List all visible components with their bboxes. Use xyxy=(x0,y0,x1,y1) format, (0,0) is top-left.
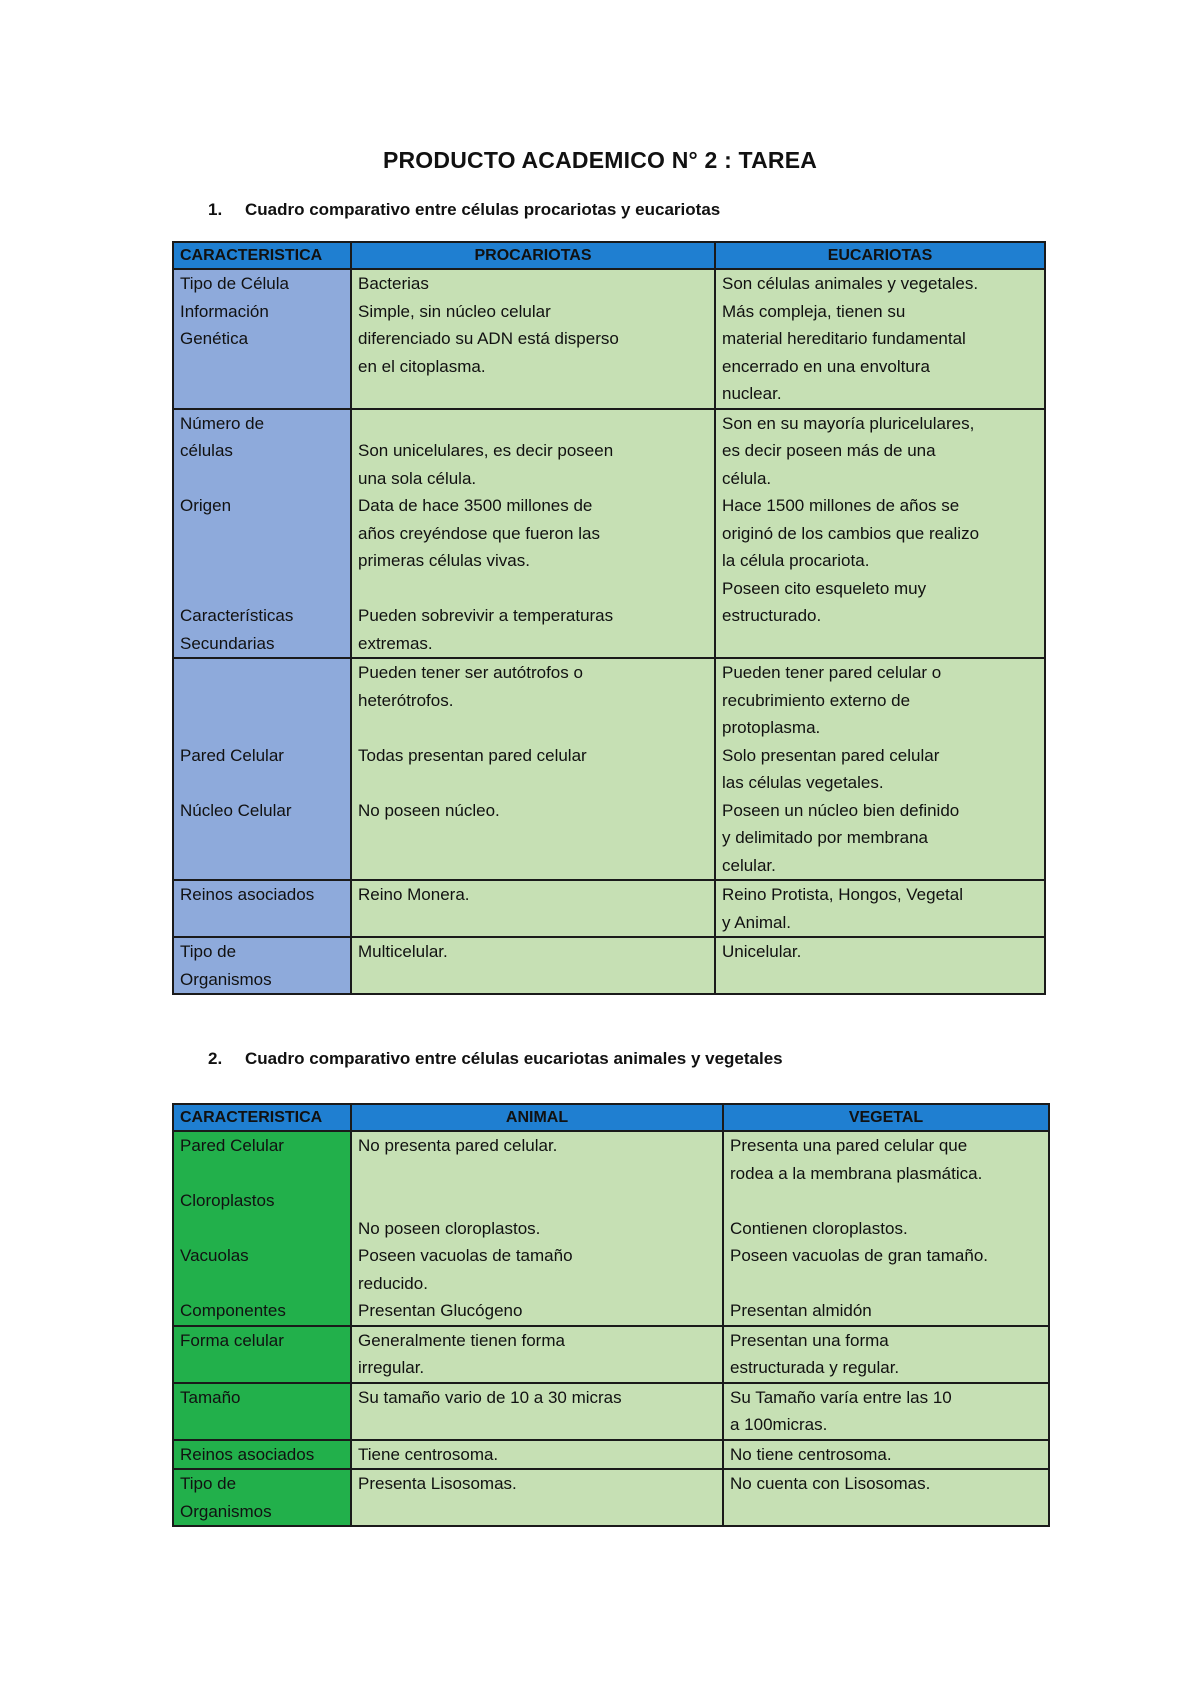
cell-line: Su Tamaño varía entre las 10 xyxy=(730,1387,952,1407)
col1-cell xyxy=(351,658,715,880)
col1-cell xyxy=(351,1326,723,1383)
feature-cell xyxy=(173,1131,351,1326)
col1-cell xyxy=(351,1469,723,1526)
table-row xyxy=(173,937,1045,994)
cell-line: Bacterias xyxy=(358,274,429,293)
cell-line: célula. xyxy=(722,468,772,488)
cell-line: Secundarias xyxy=(180,633,275,653)
cell-line: Generalmente tienen forma xyxy=(358,1330,565,1350)
col1-cell xyxy=(351,269,715,409)
feature-cell xyxy=(173,658,351,880)
cell-line: Poseen un núcleo bien definido xyxy=(722,800,960,820)
cell-line: Cloroplastos xyxy=(180,1191,275,1210)
cell-line: es decir poseen más de una xyxy=(722,441,936,460)
cell-line: Características xyxy=(180,606,294,625)
cell-line: en el citoplasma. xyxy=(358,356,486,376)
cell-spacer xyxy=(180,1215,344,1243)
section-number: 2. xyxy=(208,1049,223,1068)
cell-line: originó de los cambios que realizo xyxy=(722,523,980,543)
cell-line: extremas. xyxy=(358,633,433,653)
cell-spacer xyxy=(358,1411,716,1439)
cell-spacer xyxy=(180,520,344,548)
table-header-row xyxy=(173,242,1045,269)
cell-spacer xyxy=(180,353,344,381)
col1-cell xyxy=(351,1383,723,1440)
col1-cell xyxy=(351,1131,723,1326)
cell-line: Reino Protista, Hongos, Vegetal xyxy=(722,885,963,904)
cell-spacer xyxy=(180,1411,344,1439)
cell-spacer xyxy=(358,1187,716,1215)
cell-line: Pueden sobrevivir a temperaturas xyxy=(358,606,614,625)
col1-cell xyxy=(351,409,715,659)
cell-line: Núcleo Celular xyxy=(180,800,292,820)
cell-line: Vacuolas xyxy=(180,1246,249,1265)
header-vegetal: VEGETAL xyxy=(723,1104,1049,1131)
header-procariotas: PROCARIOTAS xyxy=(351,242,715,269)
cell-line: Presenta Lisosomas. xyxy=(358,1474,517,1493)
feature-cell xyxy=(173,1383,351,1440)
col2-cell xyxy=(715,880,1045,937)
section-heading-text: Cuadro comparativo entre células eucariotas animales y vegetales xyxy=(245,1049,783,1068)
cell-spacer xyxy=(358,714,708,742)
cell-line: No poseen núcleo. xyxy=(358,800,500,820)
cell-spacer xyxy=(180,465,344,493)
cell-line: protoplasma. xyxy=(722,718,821,737)
cell-line: las células vegetales. xyxy=(722,773,884,792)
feature-cell xyxy=(173,937,351,994)
cell-line: Todas presentan pared celular xyxy=(358,745,587,765)
col2-cell xyxy=(723,1383,1049,1440)
feature-cell xyxy=(173,409,351,659)
cell-line: estructurada y regular. xyxy=(730,1358,900,1377)
table-row xyxy=(173,1326,1049,1383)
cell-line: Presentan almidón xyxy=(730,1301,872,1320)
cell-spacer xyxy=(358,1160,716,1188)
cell-spacer xyxy=(180,714,344,742)
cell-line: Pueden tener ser autótrofos o xyxy=(358,663,583,682)
cell-spacer xyxy=(358,410,708,438)
cell-line: Pared Celular xyxy=(180,1136,284,1155)
cell-line: Información xyxy=(180,301,269,321)
cell-line: Presentan Glucógeno xyxy=(358,1301,523,1320)
cell-line: Reinos asociados xyxy=(180,1444,315,1464)
cell-spacer xyxy=(180,380,344,408)
table-row xyxy=(173,658,1045,880)
table-row xyxy=(173,1440,1049,1470)
cell-spacer xyxy=(180,547,344,575)
header-caracteristica: CARACTERISTICA xyxy=(173,1104,351,1131)
cell-spacer xyxy=(358,824,708,852)
cell-spacer xyxy=(358,909,708,937)
cell-line: la célula procariota. xyxy=(722,551,870,570)
cell-line: No presenta pared celular. xyxy=(358,1136,558,1155)
cell-line: Contienen cloroplastos. xyxy=(730,1218,908,1238)
cell-line: Solo presentan pared celular xyxy=(722,745,940,765)
procariotas-eucariotas-table xyxy=(172,241,1046,995)
table-body xyxy=(173,1131,1049,1526)
cell-line: Son unicelulares, es decir poseen xyxy=(358,441,614,460)
section-heading-text: Cuadro comparativo entre células procariotas y eucariotas xyxy=(245,200,721,219)
cell-line: heterótrofos. xyxy=(358,690,454,710)
cell-spacer xyxy=(180,575,344,603)
col1-cell xyxy=(351,880,715,937)
cell-line: nuclear. xyxy=(722,384,782,403)
table-row xyxy=(173,409,1045,659)
cell-line: celular. xyxy=(722,855,776,875)
cell-line: células xyxy=(180,441,233,460)
cell-spacer xyxy=(180,852,344,880)
cell-spacer xyxy=(358,380,708,408)
cell-line: Simple, sin núcleo celular xyxy=(358,301,551,321)
cell-line: Forma celular xyxy=(180,1330,284,1350)
col2-cell xyxy=(723,1440,1049,1470)
table-row xyxy=(173,1469,1049,1526)
animal-vegetal-table xyxy=(172,1103,1050,1527)
cell-spacer xyxy=(722,630,1038,658)
cell-line: rodea a la membrana plasmática. xyxy=(730,1163,983,1183)
cell-line: Son células animales y vegetales. xyxy=(722,274,979,293)
cell-spacer xyxy=(180,909,344,937)
cell-spacer xyxy=(358,1498,716,1526)
table-row xyxy=(173,269,1045,409)
feature-cell xyxy=(173,269,351,409)
table-row xyxy=(173,1383,1049,1440)
cell-line: recubrimiento externo de xyxy=(722,690,911,710)
cell-line: Origen xyxy=(180,496,232,515)
table-row xyxy=(173,880,1045,937)
cell-line: Tipo de xyxy=(180,942,237,961)
cell-spacer xyxy=(358,575,708,603)
cell-line: Reino Monera. xyxy=(358,885,470,904)
table-header-row xyxy=(173,1104,1049,1131)
cell-spacer xyxy=(730,1187,1042,1215)
cell-line: Tamaño xyxy=(180,1387,241,1407)
cell-line: Reinos asociados xyxy=(180,885,315,904)
cell-spacer xyxy=(180,1160,344,1188)
cell-line: reducido. xyxy=(358,1273,428,1293)
cell-line: y delimitado por membrana xyxy=(722,828,928,847)
cell-line: Genética xyxy=(180,329,249,348)
cell-line: Tipo de Célula xyxy=(180,274,289,293)
cell-spacer xyxy=(180,824,344,852)
table-row xyxy=(173,1131,1049,1326)
cell-spacer xyxy=(180,1270,344,1298)
feature-cell xyxy=(173,880,351,937)
cell-line: Poseen cito esqueleto muy xyxy=(722,578,927,598)
cell-line: Componentes xyxy=(180,1301,286,1320)
cell-line: primeras células vivas. xyxy=(358,551,530,570)
cell-line: estructurado. xyxy=(722,606,822,625)
cell-line: irregular. xyxy=(358,1358,425,1377)
cell-line: Pueden tener pared celular o xyxy=(722,663,942,682)
feature-cell xyxy=(173,1469,351,1526)
col2-cell xyxy=(723,1469,1049,1526)
cell-spacer xyxy=(722,966,1038,994)
cell-line: años creyéndose que fueron las xyxy=(358,523,600,543)
section-number: 1. xyxy=(208,200,223,219)
cell-line: Hace 1500 millones de años se xyxy=(722,496,960,515)
page-title: PRODUCTO ACADEMICO N° 2 : TAREA xyxy=(382,147,818,173)
cell-line: Su tamaño vario de 10 a 30 micras xyxy=(358,1387,622,1407)
cell-line: Unicelular. xyxy=(722,942,802,961)
col2-cell xyxy=(715,937,1045,994)
cell-line: Poseen vacuolas de gran tamaño. xyxy=(730,1246,989,1265)
col1-cell xyxy=(351,1440,723,1470)
cell-spacer xyxy=(180,687,344,715)
col2-cell xyxy=(723,1326,1049,1383)
cell-line: Tipo de xyxy=(180,1474,237,1493)
cell-line: Organismos xyxy=(180,1501,272,1521)
cell-line: Más compleja, tienen su xyxy=(722,301,906,321)
header-caracteristica: CARACTERISTICA xyxy=(173,242,351,269)
cell-line: diferenciado su ADN está disperso xyxy=(358,329,619,348)
col2-cell xyxy=(715,269,1045,409)
cell-line: Tiene centrosoma. xyxy=(358,1444,499,1464)
cell-spacer xyxy=(358,769,708,797)
cell-line: encerrado en una envoltura xyxy=(722,356,930,376)
cell-line: Son en su mayoría pluricelulares, xyxy=(722,413,975,433)
cell-line: No poseen cloroplastos. xyxy=(358,1218,541,1238)
table-body xyxy=(173,269,1045,994)
cell-line: y Animal. xyxy=(722,912,791,932)
col1-cell xyxy=(351,937,715,994)
col2-cell xyxy=(723,1131,1049,1326)
header-animal: ANIMAL xyxy=(351,1104,723,1131)
cell-spacer xyxy=(180,769,344,797)
feature-cell xyxy=(173,1326,351,1383)
col2-cell xyxy=(715,658,1045,880)
cell-line: Presentan una forma xyxy=(730,1330,889,1350)
cell-line: a 100micras. xyxy=(730,1415,828,1434)
header-eucariotas: EUCARIOTAS xyxy=(715,242,1045,269)
cell-line: material hereditario fundamental xyxy=(722,329,966,348)
feature-cell xyxy=(173,1440,351,1470)
cell-line: Data de hace 3500 millones de xyxy=(358,496,593,515)
cell-line: No tiene centrosoma. xyxy=(730,1444,892,1464)
cell-line: Poseen vacuolas de tamaño xyxy=(358,1246,573,1265)
cell-spacer xyxy=(358,966,708,994)
cell-line: Multicelular. xyxy=(358,942,448,961)
cell-line: Presenta una pared celular que xyxy=(730,1136,968,1155)
cell-spacer xyxy=(730,1498,1042,1526)
cell-line: Organismos xyxy=(180,969,272,989)
cell-spacer xyxy=(180,1354,344,1382)
cell-spacer xyxy=(358,852,708,880)
cell-line: Pared Celular xyxy=(180,745,284,765)
cell-spacer xyxy=(180,659,344,687)
cell-line: Número de xyxy=(180,413,265,433)
cell-line: una sola célula. xyxy=(358,468,477,488)
cell-spacer xyxy=(730,1270,1042,1298)
col2-cell xyxy=(715,409,1045,659)
cell-line: No cuenta con Lisosomas. xyxy=(730,1474,931,1493)
